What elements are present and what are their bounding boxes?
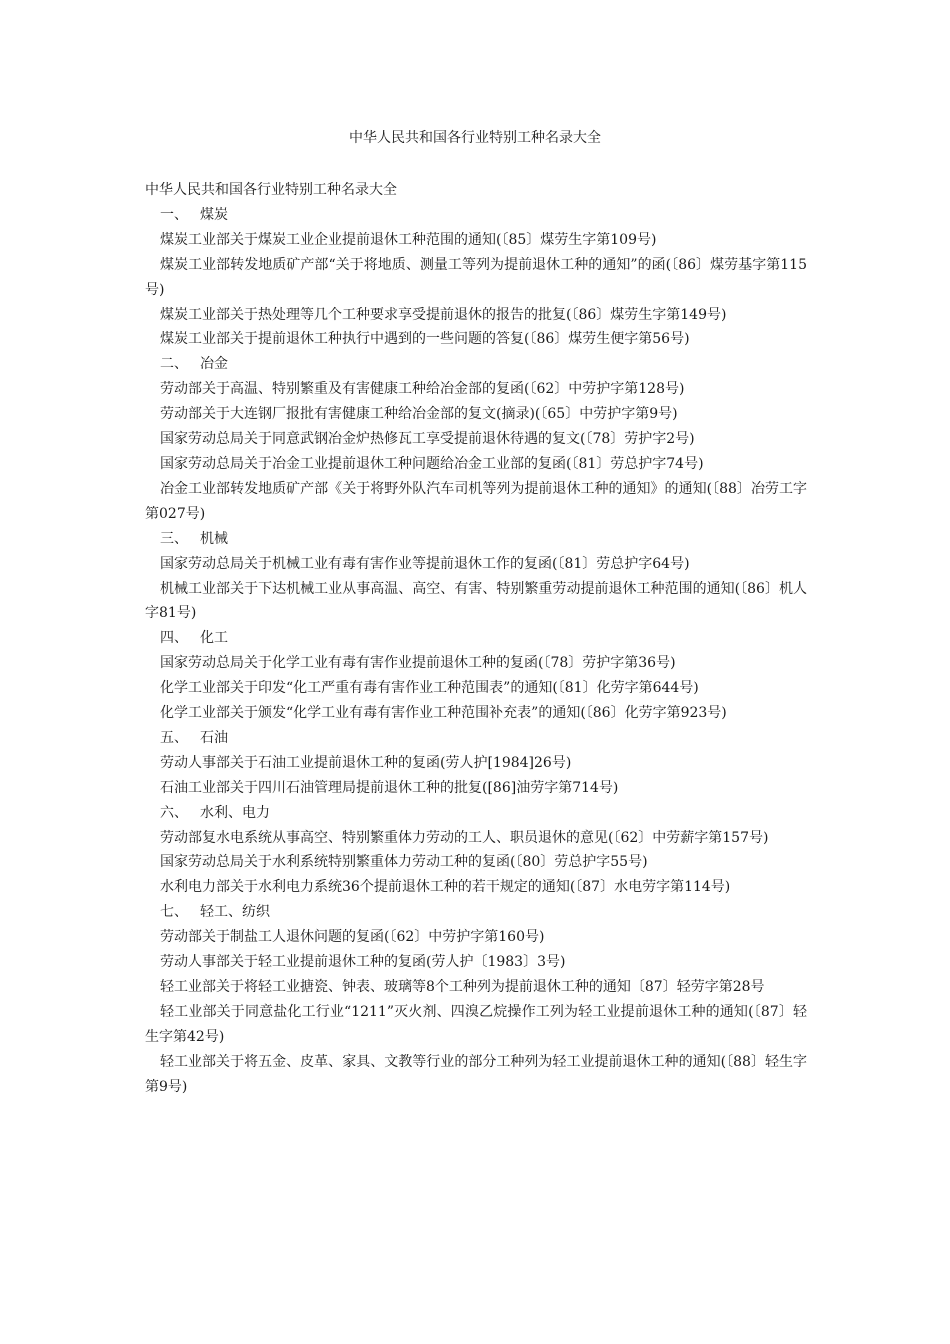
section-number: 三、 [160,530,188,547]
section-heading-text: 冶金 [200,356,228,373]
document-entry: 劳动人事部关于轻工业提前退休工种的复函(劳人护〔1983〕3号) [160,954,566,971]
document-entry: 劳动部关于高温、特别繁重及有害健康工种给冶金部的复函(〔62〕中劳护字第128号) [160,381,685,398]
document-title: 中华人民共和国各行业特别工种名录大全 [349,130,601,146]
section-number: 一、 [160,206,188,223]
section-number: 六、 [160,804,188,821]
document-entry: 劳动部复水电系统从事高空、特别繁重体力劳动的工人、职员退休的意见(〔62〕中劳薪字第157号) [160,829,769,846]
document-entry: 国家劳动总局关于化学工业有毒有害作业提前退休工种的复函(〔78〕劳护字第36号) [160,655,676,672]
section-heading [145,527,807,552]
section-number: 七、 [160,904,188,921]
document-entry: 劳动部关于制盐工人退休问题的复函(〔62〕中劳护字第160号) [160,929,545,946]
document-entry: 煤炭工业部关于煤炭工业企业提前退休工种范围的通知(〔85〕煤劳生字第109号) [160,231,657,248]
section-heading-text: 水利、电力 [200,804,270,821]
section-number: 二、 [160,356,188,373]
document-entry: 国家劳动总局关于水利系统特别繁重体力劳动工种的复函(〔80〕劳总护字55号) [160,854,648,871]
section-heading-text: 机械 [200,530,228,547]
section-number: 四、 [160,630,188,647]
section-heading [145,203,807,228]
document-entry: 石油工业部关于四川石油管理局提前退休工种的批复([86]油劳字第714号) [160,779,619,796]
document-entry: 劳动人事部关于石油工业提前退休工种的复函(劳人护[1984]26号) [160,754,572,771]
document-entry: 化学工业部关于印发“化工严重有毒有害作业工种范围表”的通知(〔81〕化劳字第644号) [160,680,699,697]
document-entry: 轻工业部关于同意盐化工行业“1211”灭火剂、四溴乙烷操作工列为轻工业提前退休工种的通知(〔87〕轻生字第42号) [145,1003,807,1045]
document-entry: 煤炭工业部关于提前退休工种执行中遇到的一些问题的答复(〔86〕煤劳生便字第56号) [160,331,690,348]
document-entry: 劳动部关于大连钢厂报批有害健康工种给冶金部的复文(摘录)(〔65〕中劳护字第9号) [160,406,678,423]
document-entry: 国家劳动总局关于冶金工业提前退休工种问题给冶金工业部的复函(〔81〕劳总护字74号) [160,455,704,472]
section-heading-text: 石油 [200,729,228,746]
section-heading [145,352,807,377]
section-heading [145,900,807,925]
document-entry: 国家劳动总局关于同意武钢冶金炉热修瓦工享受提前退休待遇的复文(〔78〕劳护字2号) [160,431,695,448]
section-heading [145,801,807,826]
document-entry: 轻工业部关于将五金、皮革、家具、文教等行业的部分工种列为轻工业提前退休工种的通知(〔88〕轻生字第9号) [145,1053,807,1095]
document-entry: 机械工业部关于下达机械工业从事高温、高空、有害、特别繁重劳动提前退休工种范围的通知(〔86〕机人字81号) [145,580,807,622]
section-heading [145,626,807,651]
section-heading-text: 化工 [200,630,228,647]
section-heading [145,726,807,751]
section-number: 五、 [160,729,188,746]
section-heading-text: 轻工、纺织 [200,904,270,921]
document-subtitle: 中华人民共和国各行业特别工种名录大全 [145,182,397,198]
document-entry: 水利电力部关于水利电力系统36个提前退休工种的若干规定的通知(〔87〕水电劳字第114号) [160,879,731,896]
section-heading-text: 煤炭 [200,206,228,223]
document-entry: 化学工业部关于颁发“化学工业有毒有害作业工种范围补充表”的通知(〔86〕化劳字第923号) [160,705,727,722]
sections-list [145,203,807,1100]
document-entry: 冶金工业部转发地质矿产部《关于将野外队汽车司机等列为提前退休工种的通知》的通知(〔88〕冶劳工字第027号) [145,480,807,522]
document-entry: 煤炭工业部转发地质矿产部“关于将地质、测量工等列为提前退休工种的通知”的函(〔86〕煤劳基字第115号) [145,256,807,298]
document-body [145,178,807,1100]
document-entry: 轻工业部关于将轻工业搪瓷、钟表、玻璃等8个工种列为提前退休工种的通知〔87〕轻劳字第28号 [160,979,765,995]
document-entry: 国家劳动总局关于机械工业有毒有害作业等提前退休工作的复函(〔81〕劳总护字64号) [160,555,690,572]
document-entry: 煤炭工业部关于热处理等几个工种要求享受提前退休的报告的批复(〔86〕煤劳生字第149号) [160,306,727,323]
